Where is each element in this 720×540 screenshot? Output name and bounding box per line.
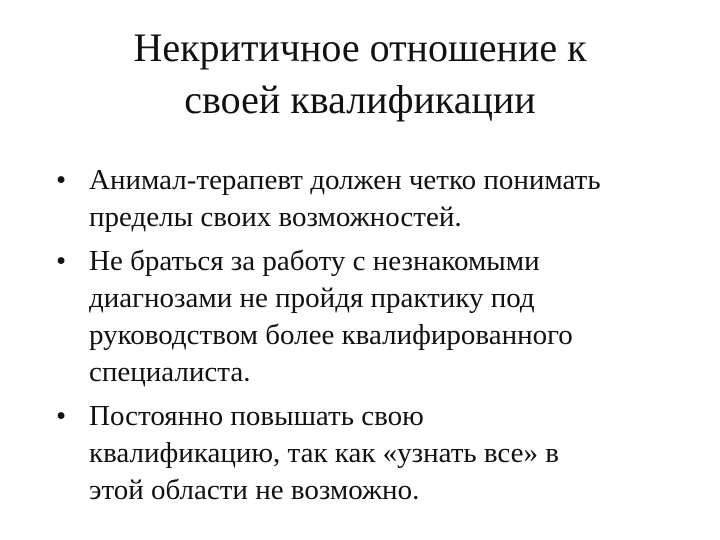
- title-line-2: своей квалификации: [184, 77, 536, 122]
- bullet-icon: •: [56, 245, 67, 277]
- bullet-item-2: [56, 243, 676, 391]
- bullet-text-line: Не браться за работу с незнакомыми: [89, 245, 540, 277]
- title-line-1: Некритичное отношение к: [133, 25, 587, 70]
- bullet-item-3: [56, 398, 676, 509]
- bullet-text-line: Постоянно повышать свою: [89, 400, 424, 432]
- bullet-text-line: квалификацию, так как «узнать все» в: [89, 437, 559, 469]
- bullet-icon: •: [56, 164, 67, 196]
- bullet-text-line: этой области не возможно.: [89, 474, 420, 506]
- bullet-item-1: [56, 162, 676, 236]
- bullet-text-line: диагнозами не пройдя практику под: [89, 282, 535, 314]
- slide-title: [40, 22, 680, 126]
- bullet-text-line: пределы своих возможностей.: [89, 201, 462, 233]
- bullet-text-line: Анимал-терапевт должен четко понимать: [89, 164, 601, 196]
- bullet-icon: •: [56, 400, 67, 432]
- bullet-text-line: руководством более квалифированного: [89, 319, 573, 351]
- bullet-list: [56, 162, 676, 516]
- bullet-text-line: специалиста.: [89, 356, 251, 388]
